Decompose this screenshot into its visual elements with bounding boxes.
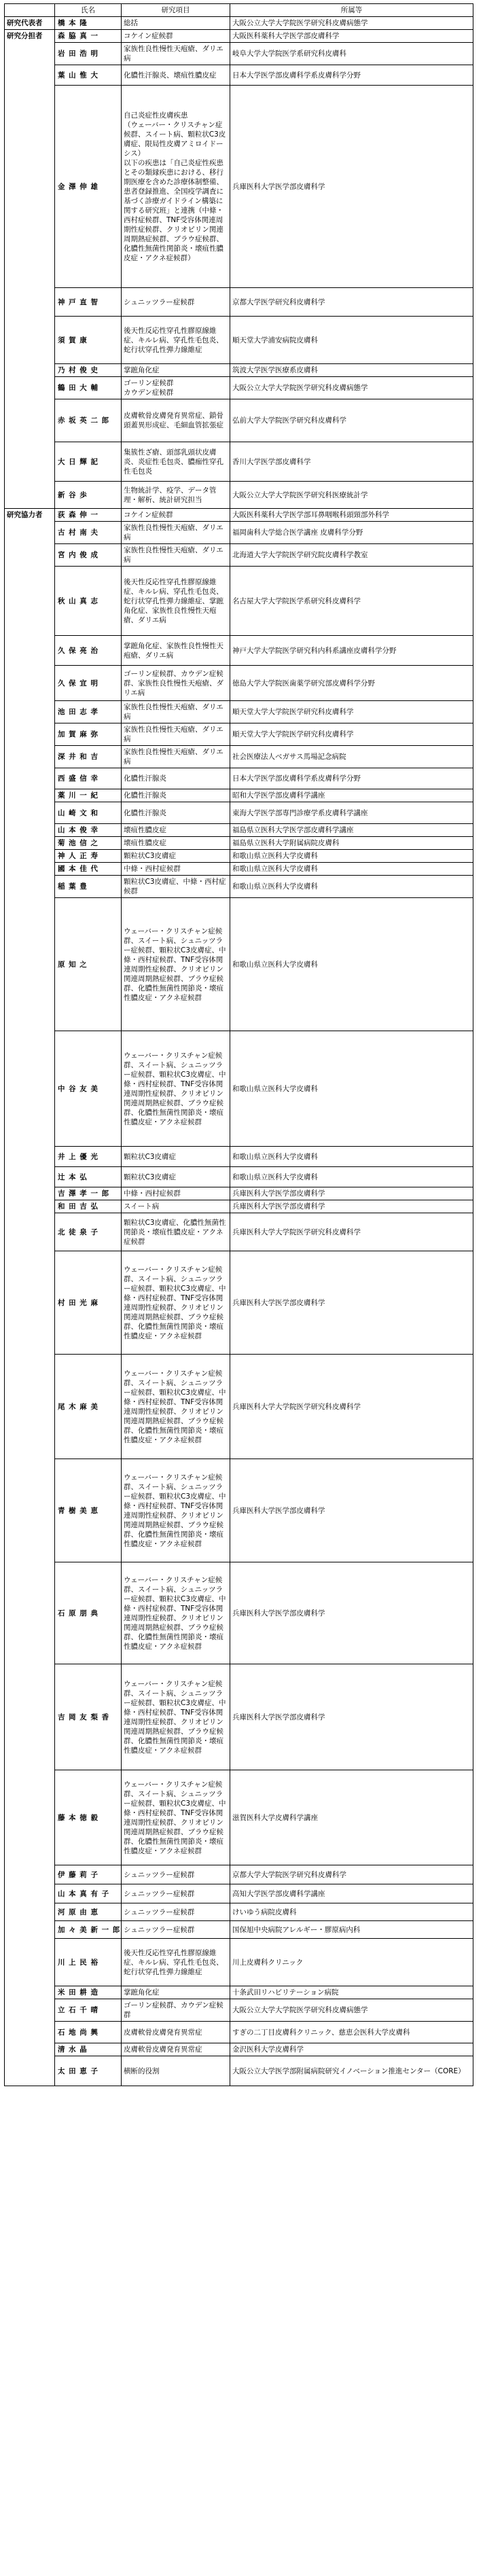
member-row: [5, 863, 473, 876]
member-row: [5, 1147, 473, 1167]
category-cell: [5, 1187, 55, 1200]
research-topic: 皮膚軟骨皮膚発育異常症: [122, 2022, 230, 2043]
member-row: [5, 399, 473, 442]
member-row: [5, 2022, 473, 2043]
category-cell: [5, 1921, 55, 1939]
research-topic: 自己炎症性皮膚疾患 （ウェーバー・クリスチャン症候群、スイート病、顆粒状C3皮膚症、限局性皮膚アミロイドーシス） 以下の疾患は「自己炎症性疾患とその類縁疾患における、移行期医療を含めた診療体制整備、患者登録推進、全国疫学調査に基づく診療ガイドライン構築に関する研究班」と連携（中條・西村症候群、TNF受容体関連周期性症候群、クリオピリン関連周期熱症候群、ブラウ症候群、化膿性無菌性関節炎・壊疽性膿皮症・アクネ症候群）: [122, 86, 230, 288]
research-topic: シュニッツラー症候群: [122, 288, 230, 317]
affiliation: 筑波大学医学医療系皮膚科: [230, 364, 473, 377]
member-name: 橋 本 隆: [55, 17, 122, 30]
research-topic: 後天性反応性穿孔性膠原線維症、キルレ病、穿孔性毛包炎、蛇行状穿孔性弾力線維症、掌蹠角化症、家族性良性慢性天疱瘡、ダリエ病: [122, 567, 230, 636]
category-cell: [5, 2043, 55, 2056]
affiliation: 京都大学大学院医学研究科皮膚科学: [230, 1865, 473, 1884]
member-name: 石 原 朋 典: [55, 1562, 122, 1664]
category-cell: [5, 876, 55, 898]
category-cell: [5, 802, 55, 824]
member-row: [5, 1459, 473, 1562]
research-topic: 総括: [122, 17, 230, 30]
category-cell: [5, 898, 55, 1031]
member-row: [5, 1213, 473, 1251]
member-name: 石 地 尚 興: [55, 2022, 122, 2043]
member-name: 青 樹 美 恵: [55, 1459, 122, 1562]
category-cell: [5, 837, 55, 850]
member-row: [5, 1031, 473, 1147]
member-name: 深 井 和 吉: [55, 746, 122, 768]
member-row: [5, 837, 473, 850]
research-topic: 横断的役割: [122, 2056, 230, 2086]
member-row: [5, 1251, 473, 1355]
category-cell: [5, 544, 55, 567]
affiliation: 福岡歯科大学総合医学講座 皮膚科学分野: [230, 522, 473, 544]
member-name: 川 上 民 裕: [55, 1939, 122, 1986]
affiliation: 和歌山県立医科大学皮膚科: [230, 863, 473, 876]
member-name: 菊 池 信 之: [55, 837, 122, 850]
category-cell: 研究代表者: [5, 17, 55, 30]
header-row: [5, 4, 473, 17]
category-cell: [5, 1999, 55, 2022]
header-topic: 研究項目: [122, 4, 230, 17]
member-name: 吉 澤 孝 一 郎: [55, 1187, 122, 1200]
member-row: [5, 768, 473, 789]
category-cell: [5, 1939, 55, 1986]
category-cell: [5, 43, 55, 65]
member-row: [5, 1884, 473, 1903]
research-topic: ウェーバー・クリスチャン症候群、スイート病、シュニッツラー症候群、顆粒状C3皮膚症、中條・西村症候群、TNF受容体関連周期性症候群、クリオピリン関連周期熱症候群、ブラウ症候群、化膿性無菌性関節炎・壊疽性膿皮症・アクネ症候群: [122, 1251, 230, 1355]
member-name: 中 谷 友 美: [55, 1031, 122, 1147]
research-topic: ウェーバー・クリスチャン症候群、スイート病、シュニッツラー症候群、顆粒状C3皮膚症、中條・西村症候群、TNF受容体関連周期性症候群、クリオピリン関連周期熱症候群、ブラウ症候群、化膿性無菌性関節炎・壊疽性膿皮症・アクネ症候群: [122, 1664, 230, 1770]
member-name: 井 上 優 光: [55, 1147, 122, 1167]
research-topic: ゴーリン症候群、カウデン症候群: [122, 1999, 230, 2022]
affiliation: 兵庫医科大学医学部皮膚科学: [230, 86, 473, 288]
member-row: [5, 1355, 473, 1459]
member-row: [5, 723, 473, 746]
member-row: [5, 802, 473, 824]
affiliation: けいゆう病院皮膚科: [230, 1903, 473, 1921]
affiliation: 川上皮膚科クリニック: [230, 1939, 473, 1986]
member-name: 辻 本 弘: [55, 1167, 122, 1187]
member-name: 宮 内 俊 成: [55, 544, 122, 567]
affiliation: 徳島大学大学院医歯薬学研究部皮膚科学分野: [230, 666, 473, 701]
research-topic: 家族性良性慢性天疱瘡、ダリエ病: [122, 522, 230, 544]
category-cell: [5, 399, 55, 442]
member-name: 北 徒 泉 子: [55, 1213, 122, 1251]
category-cell: [5, 1865, 55, 1884]
research-topic: 生物統計学、疫学、データ管理・解析、統計研究担当: [122, 482, 230, 509]
member-row: [5, 1187, 473, 1200]
member-name: 葉 山 惟 大: [55, 65, 122, 86]
member-name: 山 本 俊 幸: [55, 824, 122, 837]
member-row: [5, 898, 473, 1031]
member-rows: [5, 17, 473, 2086]
category-cell: 研究分担者: [5, 30, 55, 43]
member-row: [5, 17, 473, 30]
member-row: [5, 1770, 473, 1865]
research-topic: コケイン症候群: [122, 509, 230, 522]
category-cell: [5, 1459, 55, 1562]
affiliation: 東海大学医学部専門診療学系皮膚科学講座: [230, 802, 473, 824]
member-name: 古 村 南 夫: [55, 522, 122, 544]
member-row: [5, 1200, 473, 1213]
category-cell: [5, 1200, 55, 1213]
affiliation: 大阪公立大学大学院医学研究科医療統計学: [230, 482, 473, 509]
research-topic: 家族性良性慢性天疱瘡、ダリエ病: [122, 723, 230, 746]
member-name: 清 水 晶: [55, 2043, 122, 2056]
research-topic: 皮膚軟骨皮膚発育異常症、鎖骨頭蓋異形成症、毛細血管拡張症: [122, 399, 230, 442]
research-topic: ウェーバー・クリスチャン症候群、スイート病、シュニッツラー症候群、顆粒状C3皮膚症、中條・西村症候群、TNF受容体関連周期性症候群、クリオピリン関連周期熱症候群、ブラウ症候群、化膿性無菌性関節炎・壊疽性膿皮症・アクネ症候群: [122, 898, 230, 1031]
member-name: 尾 木 麻 美: [55, 1355, 122, 1459]
category-cell: [5, 1986, 55, 1999]
member-row: [5, 509, 473, 522]
category-cell: [5, 377, 55, 399]
research-topic: 化膿性汗腺炎: [122, 802, 230, 824]
research-topic: 皮膚軟骨皮膚発育異常症: [122, 2043, 230, 2056]
member-name: 加 賀 麻 弥: [55, 723, 122, 746]
affiliation: 和歌山県立医科大学皮膚科: [230, 1167, 473, 1187]
research-topic: 壊疽性膿皮症: [122, 837, 230, 850]
category-cell: [5, 789, 55, 802]
member-row: [5, 636, 473, 666]
affiliation: 兵庫医科大学医学部皮膚科学: [230, 1251, 473, 1355]
affiliation: 神戸大学大学院医学研究科内科系講座皮膚科学分野: [230, 636, 473, 666]
research-topic: スイート病: [122, 1200, 230, 1213]
research-topic: シュニッツラー症候群: [122, 1921, 230, 1939]
affiliation: 金沢医科大学皮膚科学: [230, 2043, 473, 2056]
category-cell: [5, 2056, 55, 2086]
member-name: 赤 坂 英 二 郎: [55, 399, 122, 442]
category-cell: [5, 1884, 55, 1903]
member-row: [5, 1999, 473, 2022]
research-topic: 後天性反応性穿孔性膠原線維症、キルレ病、穿孔性毛包炎、蛇行状穿孔性弾力線維症: [122, 1939, 230, 1986]
affiliation: 高知大学医学部皮膚科学講座: [230, 1884, 473, 1903]
member-name: 金 澤 伸 雄: [55, 86, 122, 288]
member-name: 久 保 宜 明: [55, 666, 122, 701]
member-row: [5, 1986, 473, 1999]
member-name: 山 崎 文 和: [55, 802, 122, 824]
category-cell: [5, 567, 55, 636]
member-name: 山 本 真 有 子: [55, 1884, 122, 1903]
affiliation: 大阪公立大学医学部附属病院研究イノベーション推進センター（CORE）: [230, 2056, 473, 2086]
member-row: [5, 2043, 473, 2056]
category-cell: [5, 1664, 55, 1770]
affiliation: 十条武田リハビリテーション病院: [230, 1986, 473, 1999]
category-cell: [5, 522, 55, 544]
member-row: [5, 522, 473, 544]
category-cell: [5, 1167, 55, 1187]
affiliation: 福島県立医科大学附属病院皮膚科: [230, 837, 473, 850]
affiliation: 和歌山県立医科大学皮膚科: [230, 898, 473, 1031]
affiliation: 兵庫医科大学大学院医学研究科皮膚科学: [230, 1213, 473, 1251]
research-topic: 家族性良性慢性天疱瘡、ダリエ病: [122, 544, 230, 567]
member-row: [5, 544, 473, 567]
category-cell: [5, 482, 55, 509]
member-name: 新 谷 歩: [55, 482, 122, 509]
affiliation: 順天堂大学浦安病院皮膚科: [230, 317, 473, 364]
member-name: 國 本 佳 代: [55, 863, 122, 876]
member-row: [5, 567, 473, 636]
research-topic: 家族性良性慢性天疱瘡、ダリエ病: [122, 746, 230, 768]
research-topic: シュニッツラー症候群: [122, 1884, 230, 1903]
member-row: [5, 43, 473, 65]
affiliation: 昭和大学医学部皮膚科学講座: [230, 789, 473, 802]
research-topic: 掌蹠角化症、家族性良性慢性天疱瘡、ダリエ病: [122, 636, 230, 666]
affiliation: 日本大学医学部皮膚科学系皮膚科学分野: [230, 768, 473, 789]
header-name: 氏名: [55, 4, 122, 17]
header-affiliation: 所属等: [230, 4, 473, 17]
member-name: 森 脇 真 一: [55, 30, 122, 43]
research-topic: 顆粒状C3皮膚症、化膿性無菌性関節炎・壊疽性膿皮症・アクネ症候群: [122, 1213, 230, 1251]
affiliation: 兵庫医科大学医学部皮膚科学: [230, 1187, 473, 1200]
research-topic: 家族性良性慢性天疱瘡、ダリエ病: [122, 701, 230, 723]
category-cell: [5, 1770, 55, 1865]
member-name: 伊 藤 莉 子: [55, 1865, 122, 1884]
category-cell: [5, 1031, 55, 1147]
member-name: 稲 葉 豊: [55, 876, 122, 898]
member-row: [5, 1664, 473, 1770]
research-topic: ウェーバー・クリスチャン症候群、スイート病、シュニッツラー症候群、顆粒状C3皮膚症、中條・西村症候群、TNF受容体関連周期性症候群、クリオピリン関連周期熱症候群、ブラウ症候群、化膿性無菌性関節炎・壊疽性膿皮症・アクネ症候群: [122, 1031, 230, 1147]
research-topic: 顆粒状C3皮膚症: [122, 1167, 230, 1187]
research-topic: 中條・西村症候群: [122, 1187, 230, 1200]
affiliation: 岐阜大学大学院医学系研究科皮膚科: [230, 43, 473, 65]
category-cell: [5, 65, 55, 86]
header-category: [5, 4, 55, 17]
research-topic: ウェーバー・クリスチャン症候群、スイート病、シュニッツラー症候群、顆粒状C3皮膚症、中條・西村症候群、TNF受容体関連周期性症候群、クリオピリン関連周期熱症候群、ブラウ症候群、化膿性無菌性関節炎・壊疽性膿皮症・アクネ症候群: [122, 1459, 230, 1562]
research-topic: 壊疽性膿皮症: [122, 824, 230, 837]
research-topic: 顆粒状C3皮膚症: [122, 850, 230, 863]
member-row: [5, 701, 473, 723]
member-name: 乃 村 俊 史: [55, 364, 122, 377]
affiliation: 香川大学医学部皮膚科学: [230, 442, 473, 482]
category-cell: [5, 666, 55, 701]
member-row: [5, 364, 473, 377]
affiliation: すぎの二丁目皮膚科クリニック、慈恵会医科大学皮膚科: [230, 2022, 473, 2043]
affiliation: 兵庫医科大学医学部皮膚科学: [230, 1562, 473, 1664]
member-name: 荻 森 伸 一: [55, 509, 122, 522]
member-name: 鶴 田 大 輔: [55, 377, 122, 399]
affiliation: 兵庫医科大学大学院医学研究科皮膚科学: [230, 1355, 473, 1459]
category-cell: [5, 701, 55, 723]
category-cell: [5, 1355, 55, 1459]
member-row: [5, 666, 473, 701]
member-row: [5, 288, 473, 317]
affiliation: 福島県立医科大学医学部皮膚科学講座: [230, 824, 473, 837]
research-topic: 集簇性ざ瘡、頭部乳頭状皮膚炎、炎症性毛包炎、膿痂性穿孔性毛包炎: [122, 442, 230, 482]
member-row: [5, 30, 473, 43]
member-row: [5, 65, 473, 86]
research-topic: ウェーバー・クリスチャン症候群、スイート病、シュニッツラー症候群、顆粒状C3皮膚症、中條・西村症候群、TNF受容体関連周期性症候群、クリオピリン関連周期熱症候群、ブラウ症候群、化膿性無菌性関節炎・壊疽性膿皮症・アクネ症候群: [122, 1770, 230, 1865]
affiliation: 社会医療法人ベガサス馬場記念病院: [230, 746, 473, 768]
category-cell: [5, 850, 55, 863]
category-cell: [5, 86, 55, 288]
member-name: 薬 川 一 紀: [55, 789, 122, 802]
category-cell: [5, 317, 55, 364]
member-name: 加 々 美 新 一 郎: [55, 1921, 122, 1939]
member-name: 和 田 吉 弘: [55, 1200, 122, 1213]
category-cell: [5, 636, 55, 666]
category-cell: [5, 2022, 55, 2043]
category-cell: [5, 863, 55, 876]
affiliation: 兵庫医科大学医学部皮膚科学: [230, 1459, 473, 1562]
affiliation: 和歌山県立医科大学皮膚科: [230, 1031, 473, 1147]
member-row: [5, 1939, 473, 1986]
member-row: [5, 482, 473, 509]
category-cell: [5, 1213, 55, 1251]
category-cell: [5, 768, 55, 789]
research-topic: 化膿性汗腺炎、壊疽性膿皮症: [122, 65, 230, 86]
affiliation: 滋賀医科大学皮膚科学講座: [230, 1770, 473, 1865]
affiliation: 大阪公立大学大学院医学研究科皮膚病態学: [230, 1999, 473, 2022]
research-topic: 掌蹠角化症: [122, 364, 230, 377]
affiliation: 兵庫医科大学医学部皮膚科学: [230, 1664, 473, 1770]
member-row: [5, 824, 473, 837]
research-topic: シュニッツラー症候群: [122, 1865, 230, 1884]
research-topic: 掌蹠角化症: [122, 1986, 230, 1999]
affiliation: 日本大学医学部皮膚科学系皮膚科学分野: [230, 65, 473, 86]
affiliation: 大阪公立大学大学院医学研究科皮膚病態学: [230, 17, 473, 30]
category-cell: [5, 364, 55, 377]
affiliation: 北海道大学大学院医学研究院皮膚科学教室: [230, 544, 473, 567]
category-cell: [5, 723, 55, 746]
member-name: 大 日 輝 記: [55, 442, 122, 482]
member-row: [5, 86, 473, 288]
category-cell: [5, 1903, 55, 1921]
research-topic: コケイン症候群: [122, 30, 230, 43]
affiliation: 順天堂大学大学院医学研究科皮膚科学: [230, 701, 473, 723]
category-cell: [5, 1251, 55, 1355]
research-topic: 化膿性汗腺炎: [122, 768, 230, 789]
research-topic: 家族性良性慢性天疱瘡、ダリエ病: [122, 43, 230, 65]
category-cell: [5, 1562, 55, 1664]
research-topic: 後天性反応性穿孔性膠原線維症、キルレ病、穿孔性毛包炎、蛇行状穿孔性弾力線維症: [122, 317, 230, 364]
research-topic: ウェーバー・クリスチャン症候群、スイート病、シュニッツラー症候群、顆粒状C3皮膚症、中條・西村症候群、TNF受容体関連周期性症候群、クリオピリン関連周期熱症候群、ブラウ症候群、化膿性無菌性関節炎・壊疽性膿皮症・アクネ症候群: [122, 1562, 230, 1664]
member-name: 河 原 由 恵: [55, 1903, 122, 1921]
research-topic: ゴーリン症候群、カウデン症候群、家族性良性慢性天疱瘡、ダリエ病: [122, 666, 230, 701]
research-topic: 顆粒状C3皮膚症: [122, 1147, 230, 1167]
member-name: 岩 田 浩 明: [55, 43, 122, 65]
affiliation: 大阪医科薬科大学医学部皮膚科学: [230, 30, 473, 43]
member-row: [5, 876, 473, 898]
member-row: [5, 789, 473, 802]
affiliation: 和歌山県立医科大学皮膚科: [230, 1147, 473, 1167]
member-row: [5, 1921, 473, 1939]
member-name: 村 田 光 麻: [55, 1251, 122, 1355]
member-name: 秋 山 真 志: [55, 567, 122, 636]
category-cell: [5, 1147, 55, 1167]
research-topic: 化膿性汗腺炎: [122, 789, 230, 802]
category-cell: [5, 746, 55, 768]
affiliation: 国保旭中央病院アレルギー・膠原病内科: [230, 1921, 473, 1939]
member-name: 原 知 之: [55, 898, 122, 1031]
research-topic: シュニッツラー症候群: [122, 1903, 230, 1921]
member-name: 池 田 志 孝: [55, 701, 122, 723]
member-row: [5, 1865, 473, 1884]
member-name: 立 石 千 晴: [55, 1999, 122, 2022]
member-row: [5, 442, 473, 482]
member-row: [5, 1167, 473, 1187]
affiliation: 和歌山県立医科大学皮膚科: [230, 850, 473, 863]
category-cell: [5, 288, 55, 317]
member-name: 須 賀 康: [55, 317, 122, 364]
member-row: [5, 377, 473, 399]
affiliation: 兵庫医科大学医学部皮膚科学: [230, 1200, 473, 1213]
member-name: 米 田 耕 造: [55, 1986, 122, 1999]
member-row: [5, 2056, 473, 2086]
member-name: 神 人 正 寿: [55, 850, 122, 863]
affiliation: 弘前大学大学院医学研究科皮膚科学: [230, 399, 473, 442]
research-topic: ゴーリン症候群 カウデン症候群: [122, 377, 230, 399]
member-row: [5, 850, 473, 863]
category-cell: [5, 442, 55, 482]
member-table: [4, 3, 473, 2086]
research-topic: ウェーバー・クリスチャン症候群、スイート病、シュニッツラー症候群、顆粒状C3皮膚症、中條・西村症候群、TNF受容体関連周期性症候群、クリオピリン関連周期熱症候群、ブラウ症候群、化膿性無菌性関節炎・壊疽性膿皮症・アクネ症候群: [122, 1355, 230, 1459]
affiliation: 順天堂大学大学院医学研究科皮膚科学: [230, 723, 473, 746]
member-name: 久 保 亮 治: [55, 636, 122, 666]
member-name: 太 田 恵 子: [55, 2056, 122, 2086]
affiliation: 大阪医科薬科大学医学部耳鼻咽喉科頭頸部外科学: [230, 509, 473, 522]
member-row: [5, 1562, 473, 1664]
affiliation: 大阪公立大学大学院医学研究科皮膚病態学: [230, 377, 473, 399]
member-name: 西 盛 信 幸: [55, 768, 122, 789]
affiliation: 名古屋大学大学院医学系研究科皮膚科学: [230, 567, 473, 636]
member-name: 吉 岡 友 梨 香: [55, 1664, 122, 1770]
affiliation: 和歌山県立医科大学皮膚科: [230, 876, 473, 898]
affiliation: 京都大学医学研究科皮膚科学: [230, 288, 473, 317]
category-cell: 研究協力者: [5, 509, 55, 522]
research-topic: 中條・西村症候群: [122, 863, 230, 876]
member-row: [5, 746, 473, 768]
research-topic: 顆粒状C3皮膚症、中條・西村症候群: [122, 876, 230, 898]
member-row: [5, 1903, 473, 1921]
member-name: 藤 本 徳 毅: [55, 1770, 122, 1865]
member-name: 神 戸 直 智: [55, 288, 122, 317]
member-row: [5, 317, 473, 364]
category-cell: [5, 824, 55, 837]
